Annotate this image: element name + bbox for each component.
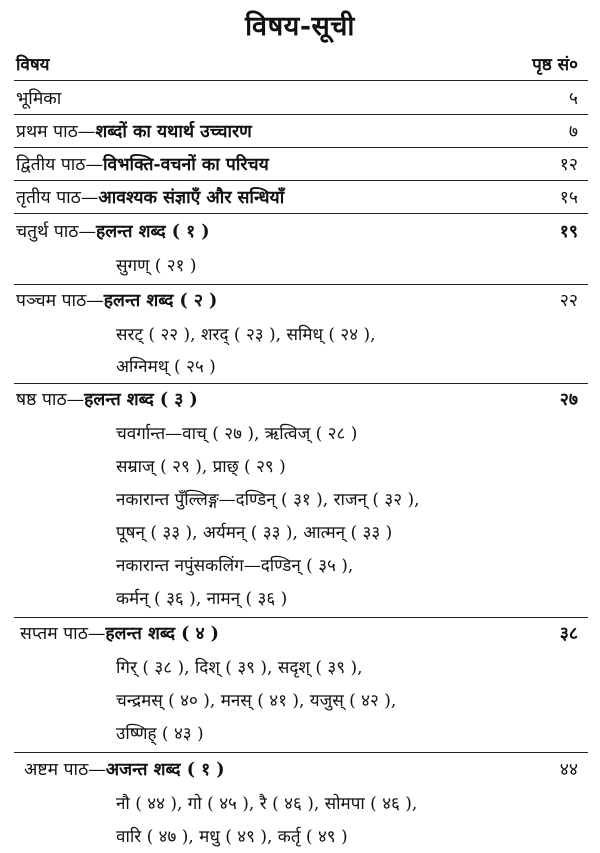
entry-page: २२ bbox=[559, 291, 578, 311]
sub-entry: उष्णिह् ( ४३ ) bbox=[116, 724, 204, 744]
toc-entry bbox=[16, 183, 578, 213]
toc-entry bbox=[16, 286, 578, 316]
entry-label: षष्ठ पाठ—हलन्त शब्द ( ३ ) bbox=[16, 390, 198, 410]
entry-page: ५ bbox=[568, 89, 578, 109]
toc-entry bbox=[16, 217, 578, 247]
sub-entry: चवर्गान्त—वाच् ( २७ ), ऋत्विज् ( २८ ) bbox=[116, 424, 358, 444]
divider bbox=[14, 114, 588, 115]
toc-entry bbox=[16, 385, 578, 415]
toc-entry bbox=[16, 150, 578, 180]
entry-label: द्वितीय पाठ—विभक्ति-वचनों का परिचय bbox=[16, 155, 269, 175]
divider bbox=[14, 147, 588, 148]
entry-label: तृतीय पाठ—आवश्यक संज्ञाएँ और सन्धियाँ bbox=[16, 188, 285, 208]
sub-entry: वारि ( ४७ ), मधु ( ४९ ), कर्तृ ( ४९ ) bbox=[116, 827, 348, 847]
page-title: विषय-सूची bbox=[245, 11, 355, 42]
sub-entry: सुगण् ( २१ ) bbox=[116, 256, 197, 276]
sub-entry: नकारान्त पुँल्लिङ्ग—दण्डिन् ( ३१ ), राजन् ( ३२ ), bbox=[116, 490, 420, 510]
divider bbox=[14, 180, 588, 181]
sub-entry: नकारान्त नपुंसकलिंग—दण्डिन् ( ३५ ), bbox=[116, 556, 354, 576]
divider bbox=[14, 80, 588, 81]
entry-label: पञ्चम पाठ—हलन्त शब्द ( २ ) bbox=[16, 291, 218, 311]
entry-page: १९ bbox=[559, 222, 578, 242]
entry-page: ३८ bbox=[559, 624, 578, 644]
entry-label: अष्टम पाठ—अजन्त शब्द ( १ ) bbox=[24, 760, 225, 780]
sub-entry: अग्निमथ् ( २५ ) bbox=[116, 357, 216, 377]
sub-entry: पूषन् ( ३३ ), अर्यमन् ( ३३ ), आत्मन् ( ३३ ) bbox=[116, 523, 393, 543]
toc-entry bbox=[20, 619, 578, 649]
entry-page: ४४ bbox=[559, 760, 578, 780]
entry-page: २७ bbox=[559, 390, 578, 410]
toc-entry bbox=[24, 755, 578, 785]
divider bbox=[14, 284, 588, 285]
sub-entry: सम्राज् ( २९ ), प्राछ् ( २९ ) bbox=[116, 457, 286, 477]
divider bbox=[14, 617, 588, 618]
divider bbox=[14, 213, 588, 214]
entry-label: सप्तम पाठ—हलन्त शब्द ( ४ ) bbox=[20, 624, 219, 644]
divider bbox=[14, 752, 588, 753]
divider bbox=[14, 383, 588, 384]
entry-page: ७ bbox=[568, 122, 578, 142]
toc-entry bbox=[16, 117, 578, 147]
page-column-header: पृष्ठ सं० bbox=[532, 55, 578, 75]
sub-entry: गिर् ( ३८ ), दिश् ( ३९ ), सदृश् ( ३९ ), bbox=[116, 658, 363, 678]
sub-entry: सरट् ( २२ ), शरद् ( २३ ), समिध् ( २४ ), bbox=[116, 325, 376, 345]
entry-page: १२ bbox=[559, 155, 578, 175]
sub-entry: नौ ( ४४ ), गो ( ४५ ), रै ( ४६ ), सोमपा ( ४६ ), bbox=[116, 794, 418, 814]
toc-entry bbox=[16, 84, 578, 114]
entry-label: भूमिका bbox=[16, 89, 62, 109]
entry-page: १५ bbox=[559, 188, 578, 208]
entry-label: प्रथम पाठ—शब्दों का यथार्थ उच्चारण bbox=[16, 122, 252, 142]
entry-label: चतुर्थ पाठ—हलन्त शब्द ( १ ) bbox=[16, 222, 210, 242]
sub-entry: कर्मन् ( ३६ ), नामन् ( ३६ ) bbox=[116, 589, 288, 609]
sub-entry: चन्द्रमस् ( ४० ), मनस् ( ४१ ), यजुस् ( ४२ ), bbox=[116, 691, 397, 711]
subject-column-header: विषय bbox=[16, 55, 50, 75]
